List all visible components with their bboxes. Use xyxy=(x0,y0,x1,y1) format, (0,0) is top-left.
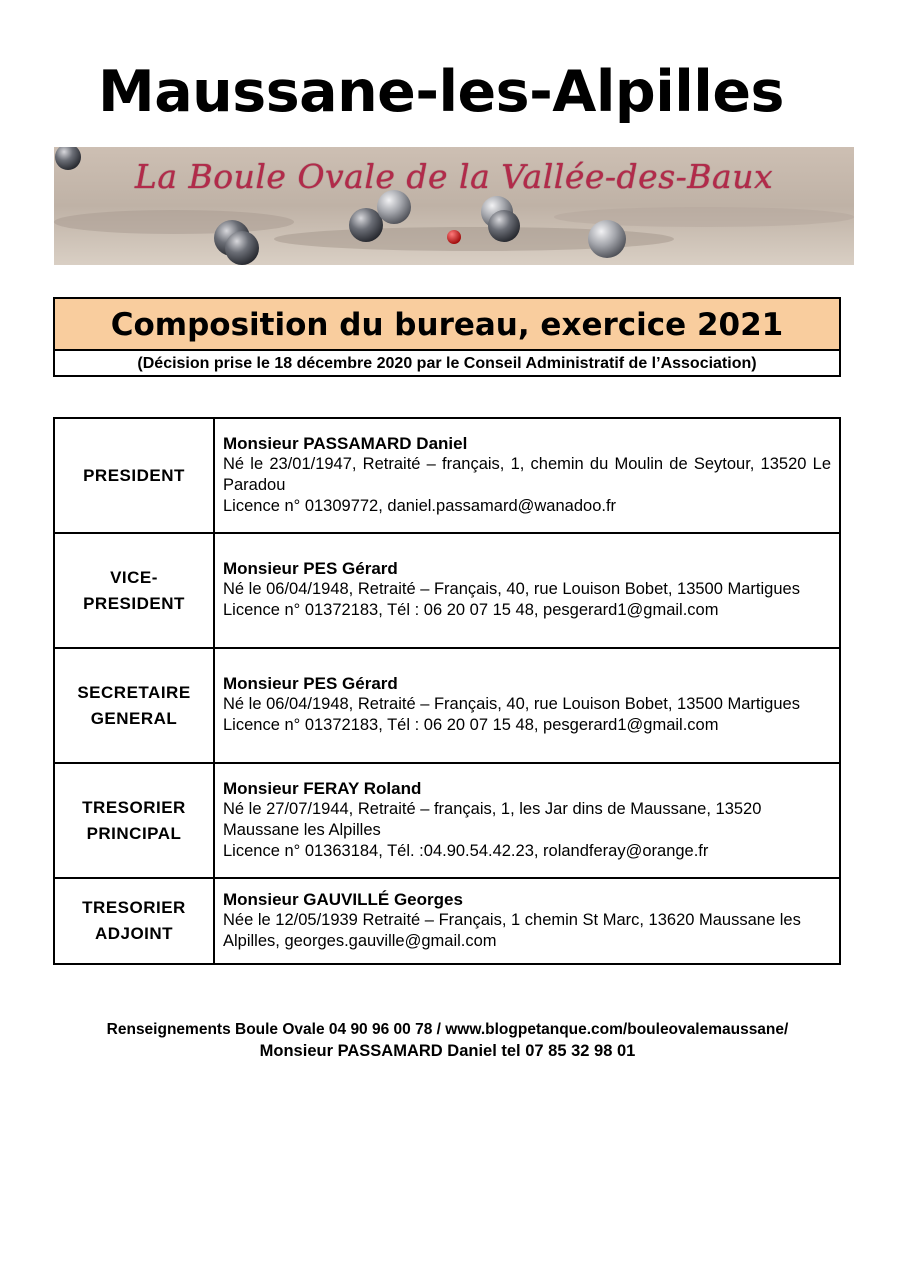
role-label-line2: PRESIDENT xyxy=(83,593,185,613)
member-details: Née le 12/05/1939 Retraité – Français, 1 chemin St Marc, 13620 Maussane les Alpilles, georges.gauville@gmail.com xyxy=(223,910,801,950)
table-row xyxy=(54,533,840,648)
heading-subtitle: (Décision prise le 18 décembre 2020 par le Conseil Administratif de l’Association) xyxy=(137,355,757,372)
member-cell xyxy=(214,763,840,878)
member-cell xyxy=(214,648,840,763)
member-name: Monsieur PES Gérard xyxy=(223,674,398,693)
member-contact: Licence n° 01372183, Tél : 06 20 07 15 48, pesgerard1@gmail.com xyxy=(223,716,719,734)
role-cell xyxy=(54,763,214,878)
role-cell xyxy=(54,533,214,648)
role-label-line1: SECRETAIRE xyxy=(77,682,191,702)
table-row xyxy=(54,763,840,878)
role-label-line1: TRESORIER xyxy=(82,898,186,917)
role-cell xyxy=(54,878,214,964)
member-cell xyxy=(214,533,840,648)
footer-contact-line: Monsieur PASSAMARD Daniel tel 07 85 32 98 01 xyxy=(259,1042,636,1060)
table-row xyxy=(54,878,840,964)
board-table xyxy=(53,417,841,965)
role-label-line1: VICE- xyxy=(110,567,158,587)
member-contact: Licence n° 01309772, daniel.passamard@wanadoo.fr xyxy=(223,496,617,515)
role-label-line2: PRINCIPAL xyxy=(86,823,182,843)
member-details: Né le 23/01/1947, Retraité – français, 1, chemin du Moulin de Seytour, 13520 Le Paradou xyxy=(223,454,831,494)
member-details: Né le 27/07/1944, Retraité – français, 1, les Jar dins de Maussane, 13520 Maussane les Alpilles xyxy=(223,799,762,839)
member-name: Monsieur PES Gérard xyxy=(223,559,398,578)
town-title: Maussane-les-Alpilles xyxy=(98,59,784,125)
role-label-line2: GENERAL xyxy=(90,708,178,728)
member-cell xyxy=(214,878,840,964)
member-contact: Licence n° 01363184, Tél. :04.90.54.42.23, rolandferay@orange.fr xyxy=(223,841,709,860)
member-contact: Licence n° 01372183, Tél : 06 20 07 15 48, pesgerard1@gmail.com xyxy=(223,601,719,619)
member-name: Monsieur FERAY Roland xyxy=(223,778,422,798)
heading-title: Composition du bureau, exercice 2021 xyxy=(55,299,839,351)
member-cell xyxy=(214,418,840,533)
member-details: Né le 06/04/1948, Retraité – Français, 40, rue Louison Bobet, 13500 Martigues xyxy=(223,695,800,713)
member-name: Monsieur PASSAMARD Daniel xyxy=(223,433,468,453)
role-label-line1: TRESORIER xyxy=(82,797,186,817)
role-label: PRESIDENT xyxy=(83,465,185,485)
banner-title: La Boule Ovale de la Vallée-des-Baux xyxy=(134,157,774,196)
banner-photo xyxy=(54,147,854,265)
member-details: Né le 06/04/1948, Retraité – Français, 40, rue Louison Bobet, 13500 Martigues xyxy=(223,580,800,598)
heading-box xyxy=(53,297,841,377)
member-name: Monsieur GAUVILLÉ Georges xyxy=(223,889,463,909)
table-row xyxy=(54,648,840,763)
footer-info-line: Renseignements Boule Ovale 04 90 96 00 78 / www.blogpetanque.com/bouleovalemaussane/ xyxy=(106,1021,789,1038)
role-cell xyxy=(54,648,214,763)
role-cell xyxy=(54,418,214,533)
table-row xyxy=(54,418,840,533)
role-label-line2: ADJOINT xyxy=(94,924,174,943)
